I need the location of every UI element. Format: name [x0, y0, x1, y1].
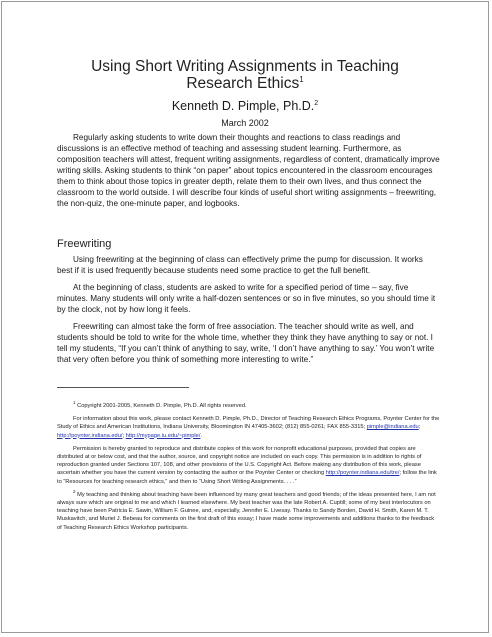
author-name: Kenneth D. Pimple, Ph.D. [171, 99, 315, 113]
contact-sep: ; [418, 424, 421, 431]
footnote-separator [57, 387, 189, 388]
paper-title-text: Using Short Writing Assignments in Teaching Research Ethics [91, 58, 399, 92]
freewriting-section [57, 254, 440, 371]
document-page [1, 1, 489, 633]
contact-text: For information about this work, please contact Kenneth D. Pimple, Ph.D., Director of Teaching Research Ethics Programs, Poynter Center for the Study of Ethics and American Institutions, Indiana University, Bloomington IN 47405-3602; (812) 855-0261; FAX 855-3315; [57, 416, 440, 431]
freewriting-paragraph-2: At the beginning of class, students are asked to write for a specified period of time – say, five minutes. Many students will only write a half-dozen sentences or so in five minutes, so you should time it by the clock, not by how long it feels. [57, 283, 436, 314]
footnote-2-mark: 2 [73, 488, 76, 494]
publication-date: March 2002 [221, 118, 269, 128]
author-line [62, 99, 428, 113]
paper-title [62, 58, 428, 92]
author-footnote-mark: 2 [314, 99, 319, 107]
intro-paragraph: Regularly asking students to write down their thoughts and reactions to class readings and discussions is an effective method of teaching and assessing student learning. Furthermore, as composition teachers will attest, frequent writing assignments, regardless of content, dramatically improve writing skills. Asking students to think “on paper” about topics encountered in the classroom encourages them to think about those topics in greater depth, relate them to their own lives, and thus connect the classroom to the world outside. I will describe four kinds of useful short writing assignments – freewriting, the non-quiz, the one-minute paper, and logbooks. [57, 133, 440, 208]
footnote-1-copyright [57, 402, 440, 410]
intro-section [57, 132, 440, 215]
title-footnote-mark: 1 [299, 74, 304, 84]
freewriting-paragraph-3: Freewriting can almost take the form of free association. The teacher should write as well, and students should be told to write for the whole time, whether they think they have anything to say or not. I tell my students, “If you can’t think of anything to say, write, ‘I don’t have anything to say.’ You won’t write that very often before you think of something more interesting to write.” [57, 322, 435, 364]
permission-tail: ; follow the link to “Resources for teaching research ethics,” and then to “Using Short Writing Assignments. . . .” [57, 470, 437, 485]
copyright-text: Copyright 2001-2005, Kenneth D. Pimple, Ph.D. All rights reserved. [77, 403, 247, 409]
footnote-1-mark: 1 [73, 400, 76, 406]
section-heading-freewriting: Freewriting [57, 238, 112, 250]
footnote-1-contact [57, 415, 440, 440]
contact-sep-2: ; [122, 432, 125, 439]
author-page-link[interactable]: http://mypage.iu.edu/~pimple/ [125, 432, 201, 439]
footnote-2 [57, 488, 440, 532]
footnotes [57, 402, 440, 537]
poynter-link[interactable]: http://poynter.indiana.edu/ [57, 432, 123, 439]
permission-text: Permission is hereby granted to reproduce and distribute copies of this work for nonprofit educational purposes, provided that copies are distributed at or below cost, and that the author, source, and copyright notice are included on each copy. This permission is in addition to rights of reproduction granted under Sections 107, 108, and other provisions of the U.S. Copyright Act. Before making any distribution of this work, please ascertain whether you have the current version by contacting the author or the Poynter Center or checking [57, 445, 422, 477]
email-link[interactable]: pimple@indiana.edu [366, 424, 419, 431]
tre-link[interactable]: http://poynter.indiana.edu/tre/ [325, 470, 400, 477]
freewriting-paragraph-1: Using freewriting at the beginning of class can effectively prime the pump for discussion. It works best if it is used frequently because students need some practice to get the full benefit. [57, 255, 423, 275]
footnote-2-text: My teaching and thinking about teaching have been influenced by many great teachers and good friends; of the ideas presented here, I am not always sure which are original to me and which I learned elsewhere. My best teacher was the late Robert A. Cuptill; some of my best interlocutors on teaching have been Patricia E. Sawin, William F. Guinee, and, especially, Jennifer E. Livesay. Thanks to Sandy Borden, David H. Smith, Karen M. T. Muskavitch, and Muriel J. Bebeau for comments on the first draft of this essay; I have made some improvements and additions thanks to the feedback of Teaching Research Ethics Workshop participants. [57, 491, 436, 531]
footnote-1-permission [57, 445, 440, 486]
contact-end: . [200, 432, 203, 439]
